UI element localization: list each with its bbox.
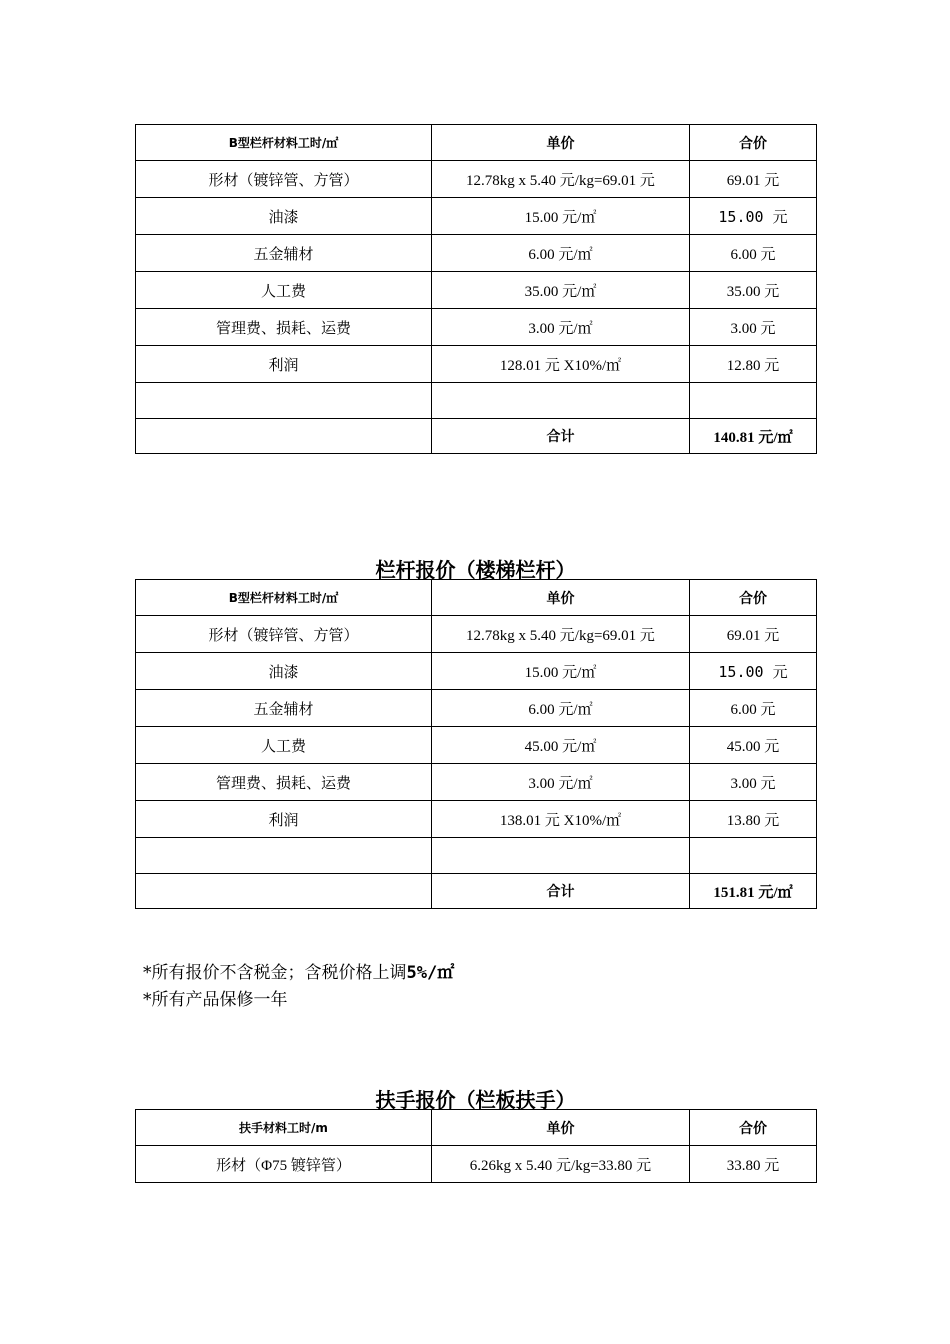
total-label: 合计 [432, 419, 690, 454]
table-row [136, 690, 817, 727]
item-cell: 形材（镀锌管、方管） [136, 161, 432, 198]
total-value: 151.81 元/㎡ [690, 874, 817, 909]
unit-price-cell: 138.01 元 X10%/㎡ [432, 801, 690, 838]
note-warranty: *所有产品保修一年 [143, 990, 288, 1010]
unit-price-cell: 3.00 元/㎡ [432, 309, 690, 346]
empty-cell [432, 383, 690, 419]
total-price-cell: 69.01 元 [690, 616, 817, 653]
header-item: 扶手材料工时/m [136, 1110, 432, 1146]
note-tax [143, 960, 454, 987]
item-cell: 利润 [136, 346, 432, 383]
blank-row [136, 383, 817, 419]
empty-cell [690, 383, 817, 419]
blank-row [136, 838, 817, 874]
empty-cell [136, 838, 432, 874]
unit-price-cell: 6.26kg x 5.40 元/kg=33.80 元 [432, 1146, 690, 1183]
total-row [136, 874, 817, 909]
item-cell: 五金辅材 [136, 690, 432, 727]
total-price-cell: 45.00 元 [690, 727, 817, 764]
total-price-cell: 3.00 元 [690, 764, 817, 801]
table-row [136, 653, 817, 690]
table-header-row [136, 125, 817, 161]
item-cell: 形材（Φ75 镀锌管） [136, 1146, 432, 1183]
total-price-cell: 33.80 元 [690, 1146, 817, 1183]
table-header-row [136, 580, 817, 616]
unit-price-cell: 6.00 元/㎡ [432, 690, 690, 727]
total-price-cell: 35.00 元 [690, 272, 817, 309]
header-unit-price: 单价 [432, 580, 690, 616]
item-cell: 油漆 [136, 198, 432, 235]
total-price-cell: 12.80 元 [690, 346, 817, 383]
total-row [136, 419, 817, 454]
quote-table-3 [135, 1109, 817, 1183]
empty-cell [136, 383, 432, 419]
section-title-stair-railing: 栏杆报价（楼梯栏杆） [375, 558, 576, 582]
total-price-cell: 3.00 元 [690, 309, 817, 346]
unit-price-cell: 12.78kg x 5.40 元/kg=69.01 元 [432, 161, 690, 198]
header-total-price: 合价 [690, 580, 817, 616]
total-price-cell: 15.00 元 [690, 653, 817, 690]
total-price-cell: 69.01 元 [690, 161, 817, 198]
table-row [136, 272, 817, 309]
unit-price-cell: 3.00 元/㎡ [432, 764, 690, 801]
table-row [136, 161, 817, 198]
notes [143, 960, 454, 1014]
table-row [136, 346, 817, 383]
table-row [136, 616, 817, 653]
unit-price-cell: 15.00 元/㎡ [432, 653, 690, 690]
header-total-price: 合价 [690, 125, 817, 161]
header-item: B型栏杆材料工时/㎡ [136, 580, 432, 616]
total-price-cell: 15.00 元 [690, 198, 817, 235]
header-unit-price: 单价 [432, 125, 690, 161]
table-row [136, 309, 817, 346]
header-item: B型栏杆材料工时/㎡ [136, 125, 432, 161]
table-row [136, 235, 817, 272]
item-cell: 五金辅材 [136, 235, 432, 272]
table-row [136, 198, 817, 235]
section-title-handrail: 扶手报价（栏板扶手） [375, 1088, 576, 1112]
unit-price-cell: 6.00 元/㎡ [432, 235, 690, 272]
table-header-row [136, 1110, 817, 1146]
item-cell: 人工费 [136, 272, 432, 309]
item-cell: 油漆 [136, 653, 432, 690]
unit-price-cell: 12.78kg x 5.40 元/kg=69.01 元 [432, 616, 690, 653]
empty-cell [136, 419, 432, 454]
quote-table-2 [135, 579, 817, 909]
empty-cell [136, 874, 432, 909]
empty-cell [690, 838, 817, 874]
item-cell: 利润 [136, 801, 432, 838]
empty-cell [432, 838, 690, 874]
header-unit-price: 单价 [432, 1110, 690, 1146]
total-price-cell: 6.00 元 [690, 690, 817, 727]
table-row [136, 764, 817, 801]
table-row [136, 801, 817, 838]
item-cell: 管理费、损耗、运费 [136, 764, 432, 801]
unit-price-cell: 35.00 元/㎡ [432, 272, 690, 309]
note-tax-rate: 5%/㎡ [406, 963, 455, 983]
total-label: 合计 [432, 874, 690, 909]
table-row [136, 727, 817, 764]
total-price-cell: 13.80 元 [690, 801, 817, 838]
item-cell: 人工费 [136, 727, 432, 764]
header-total-price: 合价 [690, 1110, 817, 1146]
item-cell: 管理费、损耗、运费 [136, 309, 432, 346]
total-value: 140.81 元/㎡ [690, 419, 817, 454]
table-row [136, 1146, 817, 1183]
note-tax-text: *所有报价不含税金；含税价格上调 [143, 963, 407, 983]
quote-table-1 [135, 124, 817, 454]
unit-price-cell: 15.00 元/㎡ [432, 198, 690, 235]
unit-price-cell: 128.01 元 X10%/㎡ [432, 346, 690, 383]
item-cell: 形材（镀锌管、方管） [136, 616, 432, 653]
total-price-cell: 6.00 元 [690, 235, 817, 272]
unit-price-cell: 45.00 元/㎡ [432, 727, 690, 764]
